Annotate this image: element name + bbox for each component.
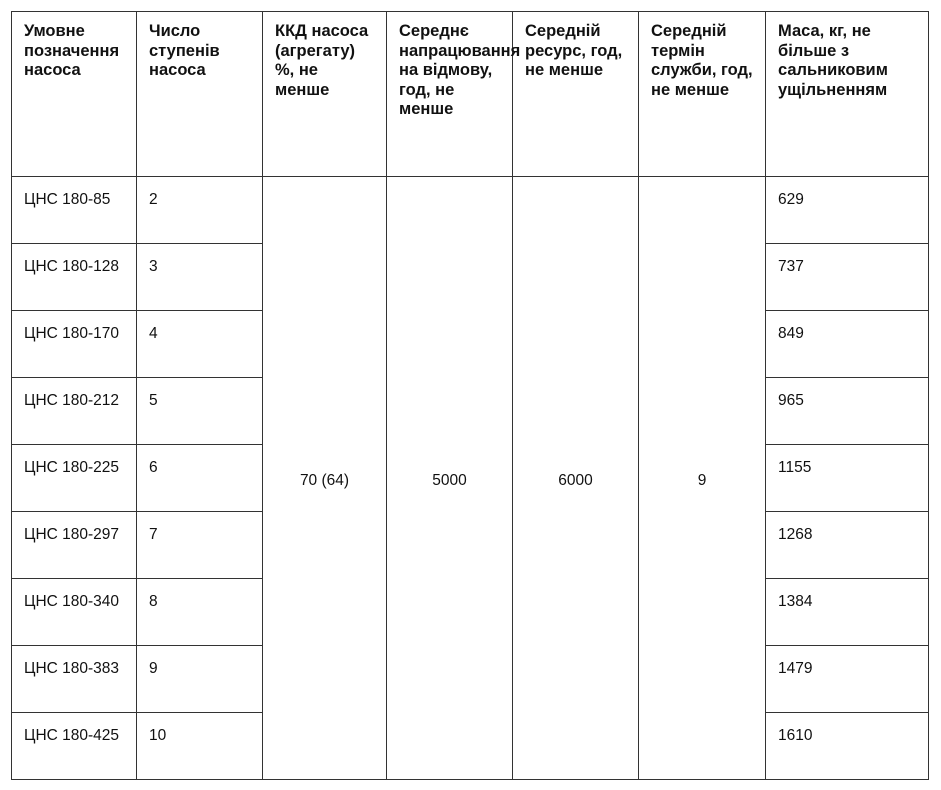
header-row bbox=[12, 12, 929, 177]
mass-cell: 965 bbox=[766, 378, 929, 445]
service-life-cell: 9 bbox=[639, 177, 766, 780]
mtbf-cell: 5000 bbox=[387, 177, 513, 780]
stages-cell: 9 bbox=[137, 646, 263, 713]
designation-cell: ЦНС 180-225 bbox=[12, 445, 137, 512]
designation-cell: ЦНС 180-85 bbox=[12, 177, 137, 244]
stages-cell: 6 bbox=[137, 445, 263, 512]
header-mass: Маса, кг, не більше з сальниковим ущільненням bbox=[766, 12, 929, 177]
stages-cell: 7 bbox=[137, 512, 263, 579]
stages-cell: 5 bbox=[137, 378, 263, 445]
stages-cell: 10 bbox=[137, 713, 263, 780]
mass-cell: 1479 bbox=[766, 646, 929, 713]
header-mtbf: Середнє напрацювання на відмову, год, не менше bbox=[387, 12, 513, 177]
stages-cell: 4 bbox=[137, 311, 263, 378]
header-service-life: Середній термін служби, год, не менше bbox=[639, 12, 766, 177]
table-row bbox=[12, 177, 929, 244]
mass-cell: 737 bbox=[766, 244, 929, 311]
pump-specs-table bbox=[11, 11, 929, 780]
mass-cell: 1268 bbox=[766, 512, 929, 579]
header-stages: Число ступенів насоса bbox=[137, 12, 263, 177]
designation-cell: ЦНС 180-170 bbox=[12, 311, 137, 378]
mass-cell: 1155 bbox=[766, 445, 929, 512]
designation-cell: ЦНС 180-212 bbox=[12, 378, 137, 445]
efficiency-cell: 70 (64) bbox=[263, 177, 387, 780]
header-efficiency: ККД насоса (агрегату) %, не менше bbox=[263, 12, 387, 177]
designation-cell: ЦНС 180-383 bbox=[12, 646, 137, 713]
stages-cell: 8 bbox=[137, 579, 263, 646]
header-resource: Середній ресурс, год, не менше bbox=[513, 12, 639, 177]
stages-cell: 2 bbox=[137, 177, 263, 244]
mass-cell: 629 bbox=[766, 177, 929, 244]
designation-cell: ЦНС 180-128 bbox=[12, 244, 137, 311]
designation-cell: ЦНС 180-425 bbox=[12, 713, 137, 780]
mass-cell: 849 bbox=[766, 311, 929, 378]
stages-cell: 3 bbox=[137, 244, 263, 311]
mass-cell: 1610 bbox=[766, 713, 929, 780]
resource-cell: 6000 bbox=[513, 177, 639, 780]
designation-cell: ЦНС 180-297 bbox=[12, 512, 137, 579]
mass-cell: 1384 bbox=[766, 579, 929, 646]
designation-cell: ЦНС 180-340 bbox=[12, 579, 137, 646]
header-designation: Умовне позначення насоса bbox=[12, 12, 137, 177]
